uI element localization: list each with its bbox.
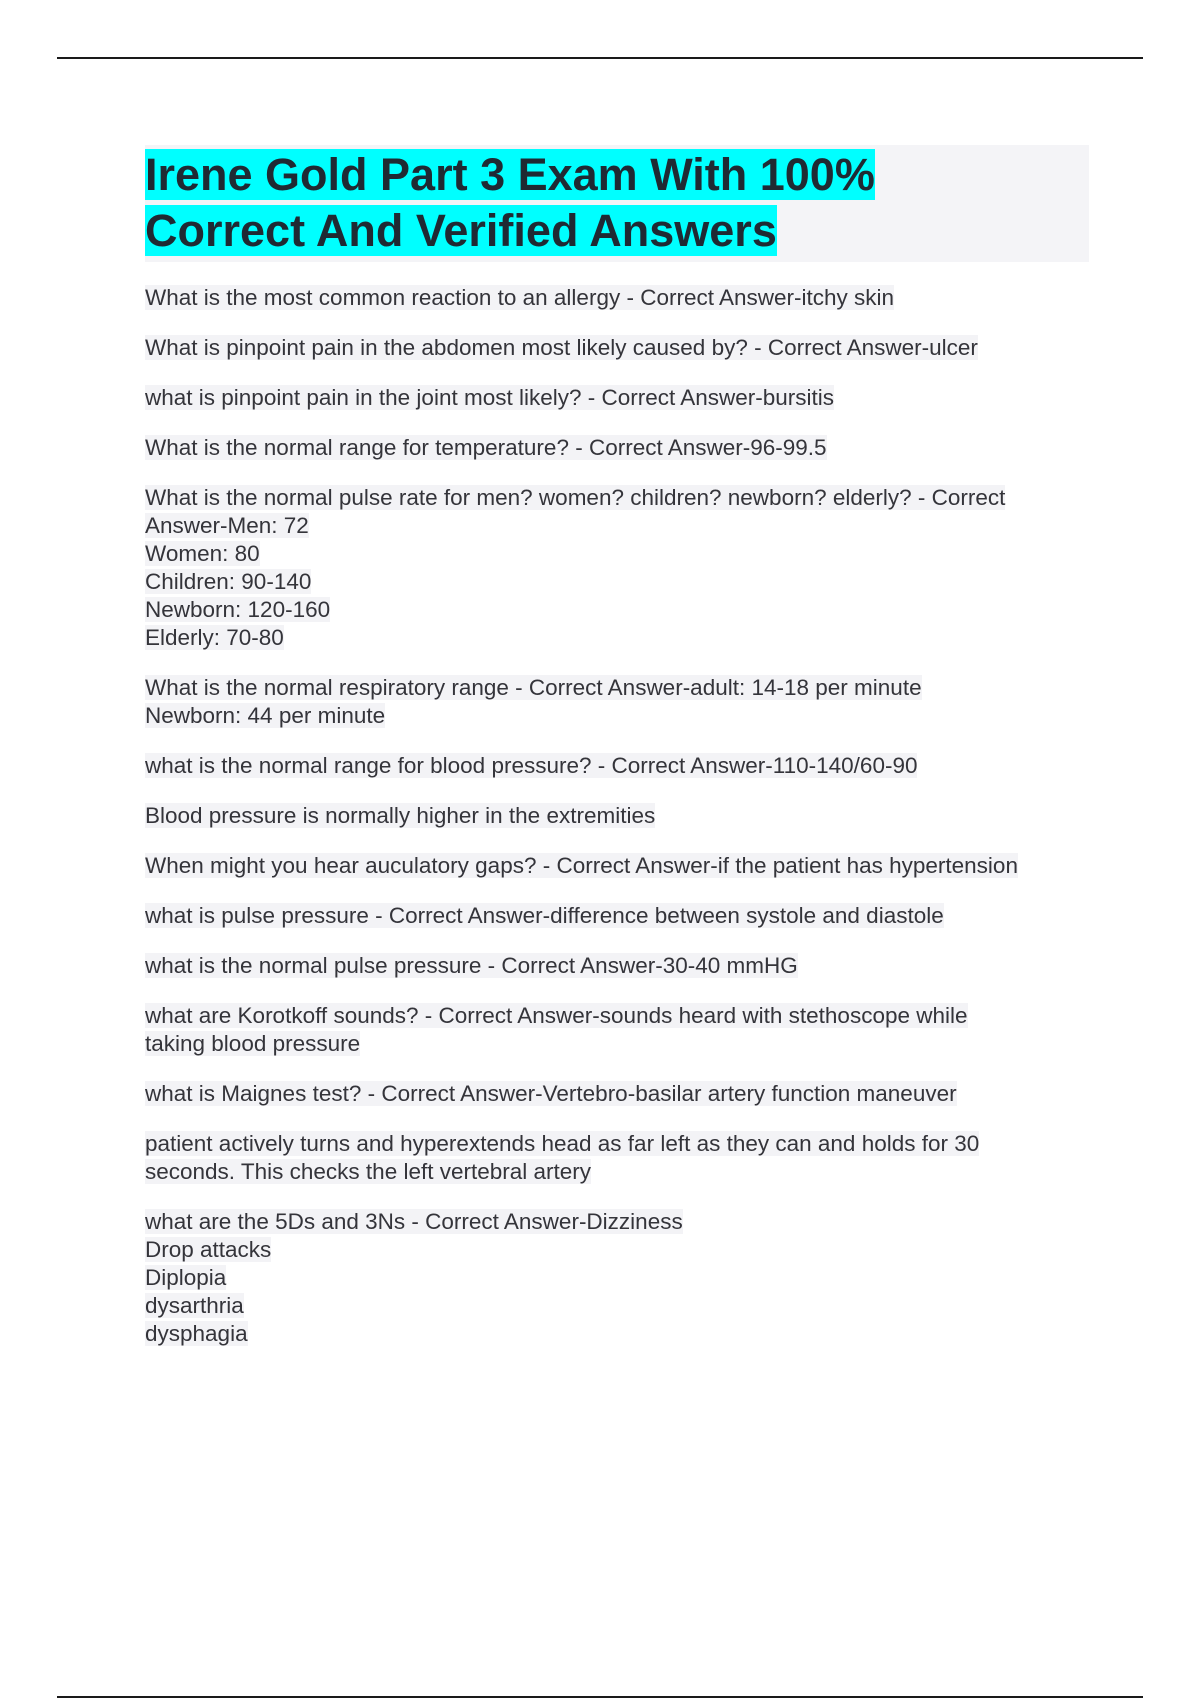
qa-entry-line [145,752,1089,780]
qa-entry [145,902,1089,930]
qa-entry-text: Answer-Men: 72 [145,513,309,538]
qa-entry-line [145,1002,1089,1030]
qa-entry-line [145,1264,1089,1292]
qa-entry-line [145,596,1089,624]
qa-entry-line [145,284,1089,312]
qa-entry-line [145,1158,1089,1186]
qa-entry-text: seconds. This checks the left vertebral artery [145,1159,592,1184]
qa-entry-text: What is the normal range for temperature? - Correct Answer-96-99.5 [145,435,827,460]
qa-entry-line [145,384,1089,412]
qa-entry-line [145,624,1089,652]
qa-entry-text: patient actively turns and hyperextends head as far left as they can and holds for 30 [145,1131,980,1156]
qa-entry-line [145,1130,1089,1158]
qa-entry-line [145,512,1089,540]
qa-entry [145,1080,1089,1108]
qa-entry [145,284,1089,312]
qa-entry-text: What is the normal pulse rate for men? women? children? newborn? elderly? - Correct [145,485,1006,510]
qa-entry-text: Elderly: 70-80 [145,625,284,650]
qa-entry-text: Newborn: 44 per minute [145,703,386,728]
qa-entry-text: Blood pressure is normally higher in the extremities [145,803,656,828]
qa-entry [145,952,1089,980]
title-line-2: Correct And Verified Answers [145,205,777,256]
qa-entry-line [145,852,1089,880]
qa-entry [145,802,1089,830]
qa-entry [145,1130,1089,1186]
qa-entry-text: Children: 90-140 [145,569,312,594]
qa-entry-text: Women: 80 [145,541,260,566]
document-body [145,145,1089,1370]
qa-entry-line [145,952,1089,980]
title-line-1: Irene Gold Part 3 Exam With 100% [145,149,875,200]
qa-entry-line [145,1236,1089,1264]
qa-entry-text: what are the 5Ds and 3Ns - Correct Answer-Dizziness [145,1209,683,1234]
qa-entry-text: what is the normal range for blood pressure? - Correct Answer-110-140/60-90 [145,753,918,778]
qa-entry-text: What is pinpoint pain in the abdomen most likely caused by? - Correct Answer-ulcer [145,335,978,360]
qa-entry [145,852,1089,880]
qa-entry-line [145,434,1089,462]
title-block [145,145,1089,262]
qa-entry-line [145,1030,1089,1058]
qa-entry-line [145,802,1089,830]
qa-entry-line [145,1320,1089,1348]
qa-entry-line [145,484,1089,512]
qa-entry [145,1002,1089,1058]
qa-entry-text: When might you hear auculatory gaps? - Correct Answer-if the patient has hypertension [145,853,1018,878]
qa-entry-text: what are Korotkoff sounds? - Correct Answer-sounds heard with stethoscope while [145,1003,968,1028]
qa-entry-text: dysarthria [145,1293,244,1318]
qa-entry-text: Drop attacks [145,1237,272,1262]
qa-entry [145,752,1089,780]
qa-entry-text: what is pulse pressure - Correct Answer-difference between systole and diastole [145,903,944,928]
qa-entry-line [145,1292,1089,1320]
top-rule [57,57,1143,59]
qa-entry-line [145,902,1089,930]
qa-entry-line [145,1080,1089,1108]
qa-entry-text: What is the most common reaction to an allergy - Correct Answer-itchy skin [145,285,895,310]
qa-entry [145,384,1089,412]
qa-entry [145,434,1089,462]
qa-entry-text: What is the normal respiratory range - Correct Answer-adult: 14-18 per minute [145,675,922,700]
qa-entry-text: Diplopia [145,1265,227,1290]
qa-entry-text: taking blood pressure [145,1031,361,1056]
qa-entry-line [145,334,1089,362]
qa-entry-line [145,702,1089,730]
qa-entry-line [145,1208,1089,1236]
qa-entry-text: what is pinpoint pain in the joint most likely? - Correct Answer-bursitis [145,385,835,410]
qa-entry-text: Newborn: 120-160 [145,597,331,622]
qa-entry-text: what is Maignes test? - Correct Answer-Vertebro-basilar artery function maneuver [145,1081,957,1106]
qa-entry-line [145,540,1089,568]
qa-entry-line [145,674,1089,702]
qa-list [145,284,1089,1348]
qa-entry [145,674,1089,730]
qa-entry [145,1208,1089,1348]
qa-entry [145,484,1089,652]
document-title [145,147,1089,259]
qa-entry-text: dysphagia [145,1321,248,1346]
qa-entry [145,334,1089,362]
qa-entry-text: what is the normal pulse pressure - Correct Answer-30-40 mmHG [145,953,798,978]
qa-entry-line [145,568,1089,596]
bottom-rule [57,1696,1143,1698]
